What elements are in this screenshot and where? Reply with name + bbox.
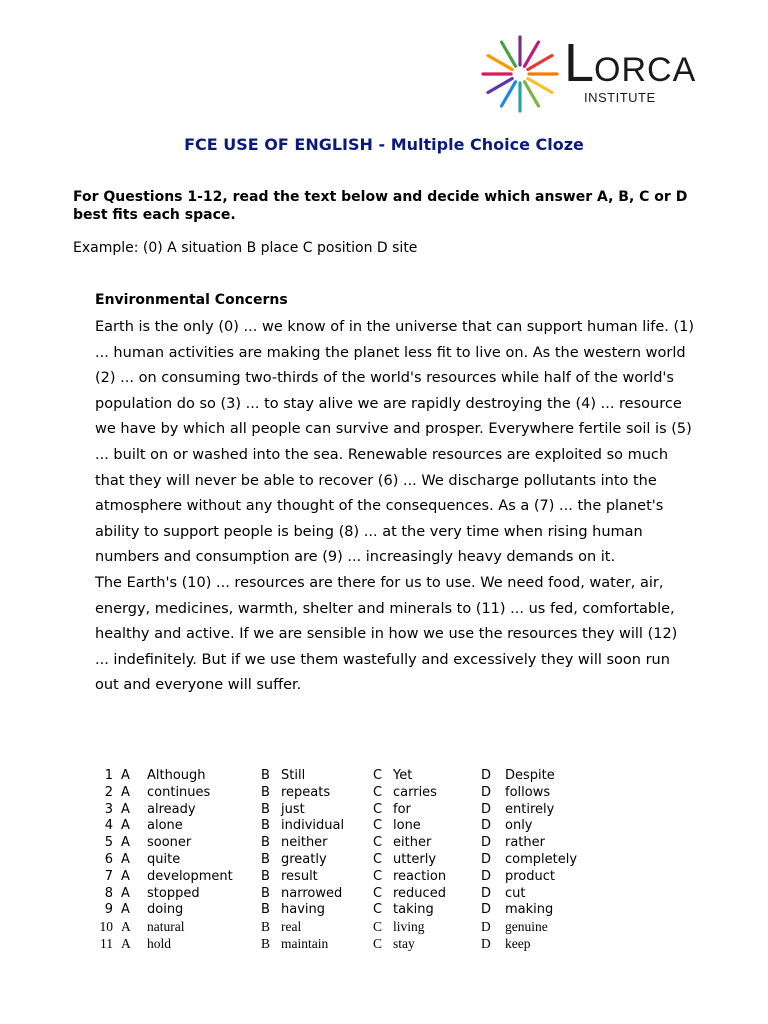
option-letter-b: B [261, 885, 270, 901]
option-a: sooner [147, 835, 192, 851]
option-b: neither [281, 835, 328, 851]
lorca-logo [480, 34, 710, 114]
option-row-10 [95, 919, 615, 936]
passage-paragraph-1: Earth is the only (0) ... we know of in the universe that can support human life. (1) ... human activities are making the planet less fit to live on. As the western world (2) ... on consuming two-thirds of the world's resources while half of the world's population do so (3) ... to stay alive we are rapidly destroying the (4) ... resource we have by which all people can survive and prosper. Everywhere fertile soil is (5) ... built on or washed into the sea. Renewable resources are exploited so much that they will never be able to recover (6) ... We discharge pollutants into the atmosphere without any thought of the consequences. As a (7) ... the planet's ability to support people is being (8) ... at the very time when rising human numbers and consumption are (9) ... increasingly heavy demands on it. [95, 319, 695, 566]
logo-wordmark [564, 33, 697, 93]
option-letter-d: D [481, 935, 491, 951]
option-letter-d: D [481, 818, 492, 834]
option-row-2 [95, 785, 615, 802]
question-number: 10 [99, 919, 113, 935]
instructions: For Questions 1-12, read the text below and decide which answer A, B, C or D best fits each space. [73, 189, 688, 223]
option-letter-d: D [481, 784, 492, 800]
option-letter-b: B [261, 835, 270, 851]
option-c: lone [393, 818, 421, 834]
option-row-6 [95, 852, 615, 869]
logo-initial: L [564, 33, 595, 93]
option-d: only [505, 818, 533, 834]
option-d: entirely [505, 801, 555, 817]
option-a: natural [147, 919, 185, 935]
option-letter-c: C [373, 868, 383, 884]
option-b: having [281, 902, 326, 918]
option-letter-a: A [121, 851, 130, 867]
option-letter-b: B [261, 935, 271, 951]
logo-ray [528, 56, 552, 70]
option-d: cut [505, 885, 526, 901]
option-letter-b: B [261, 768, 270, 783]
option-a: Although [147, 768, 206, 783]
question-number: 8 [104, 885, 113, 901]
option-letter-a: A [121, 935, 131, 951]
option-letter-d: D [481, 919, 491, 935]
option-row-4 [95, 818, 615, 835]
question-number: 7 [104, 868, 113, 884]
option-letter-c: C [373, 919, 383, 935]
option-row-8 [95, 886, 615, 903]
option-letter-d: D [481, 835, 492, 851]
option-a: development [147, 868, 233, 884]
option-letter-b: B [261, 818, 270, 834]
option-b: greatly [281, 851, 327, 867]
option-row-3 [95, 802, 615, 819]
option-c: taking [393, 902, 434, 918]
option-b: Still [281, 768, 306, 783]
option-letter-a: A [121, 902, 130, 918]
option-d: keep [505, 935, 531, 951]
option-letter-c: C [373, 784, 383, 800]
option-c: for [393, 801, 411, 817]
option-letter-a: A [121, 784, 130, 800]
question-number: 3 [104, 801, 113, 817]
question-number: 11 [100, 935, 113, 951]
option-letter-c: C [373, 851, 383, 867]
option-letter-a: A [121, 919, 131, 935]
option-a: continues [147, 784, 211, 800]
logo-ray [488, 56, 512, 70]
option-letter-b: B [261, 902, 270, 918]
starburst-logo-icon [480, 34, 560, 114]
logo-ray [528, 79, 552, 93]
option-row-9 [95, 902, 615, 919]
option-b: real [281, 919, 302, 935]
option-letter-a: A [121, 835, 130, 851]
option-d: product [505, 868, 556, 884]
option-letter-b: B [261, 784, 270, 800]
option-letter-d: D [481, 902, 492, 918]
option-c: utterly [393, 851, 437, 867]
logo-ray [525, 82, 539, 106]
passage-paragraph-2: The Earth's (10) ... resources are there for us to use. We need food, water, air, energy, medicines, warmth, shelter and minerals to (11) ... us fed, comfortable, healthy and active. If we are sensible in how we use the resources they will (12) ... indefinitely. But if we use them wastefully and excessively they will soon run out and everyone will suffer. [95, 574, 678, 694]
option-b: narrowed [281, 885, 343, 901]
example-line: Example: (0) A situation B place C position D site [73, 240, 418, 256]
option-b: individual [281, 818, 345, 834]
answer-options-table [95, 768, 615, 953]
option-letter-b: B [261, 801, 270, 817]
option-letter-a: A [121, 801, 130, 817]
option-d: Despite [505, 768, 555, 783]
option-a: already [147, 801, 196, 817]
logo-subtitle: INSTITUTE [584, 90, 656, 105]
option-c: Yet [393, 768, 413, 783]
option-c: stay [393, 935, 415, 951]
option-a: hold [147, 935, 172, 951]
option-d: follows [505, 784, 551, 800]
logo-ray [502, 82, 516, 106]
option-letter-d: D [481, 801, 492, 817]
passage-heading: Environmental Concerns [95, 292, 288, 308]
question-number: 1 [104, 768, 113, 783]
passage [95, 290, 695, 699]
option-letter-c: C [373, 885, 383, 901]
question-number: 4 [104, 818, 113, 834]
option-a: alone [147, 818, 183, 834]
option-d: genuine [505, 919, 548, 935]
option-c: either [393, 835, 432, 851]
option-a: stopped [147, 885, 200, 901]
option-c: reaction [393, 868, 447, 884]
option-d: completely [505, 851, 578, 867]
option-letter-c: C [373, 801, 383, 817]
option-letter-b: B [261, 868, 270, 884]
option-a: doing [147, 902, 184, 918]
option-letter-b: B [261, 919, 271, 935]
option-d: making [505, 902, 554, 918]
option-letter-d: D [481, 768, 492, 783]
option-letter-c: C [373, 818, 383, 834]
option-letter-a: A [121, 868, 130, 884]
question-number: 2 [104, 784, 113, 800]
option-b: just [281, 801, 305, 817]
option-b: repeats [281, 784, 331, 800]
option-d: rather [505, 835, 545, 851]
option-c: living [393, 919, 425, 935]
option-letter-d: D [481, 885, 492, 901]
option-letter-a: A [121, 768, 130, 783]
option-letter-c: C [373, 768, 383, 783]
option-letter-c: C [373, 835, 383, 851]
option-c: carries [393, 784, 437, 800]
logo-ray [488, 79, 512, 93]
logo-ray [525, 42, 539, 66]
option-letter-a: A [121, 885, 130, 901]
option-c: reduced [393, 885, 446, 901]
option-letter-a: A [121, 818, 130, 834]
logo-word-rest: ORCA [594, 51, 697, 89]
option-row-7 [95, 869, 615, 886]
page-title: FCE USE OF ENGLISH - Multiple Choice Cloze [184, 135, 584, 154]
question-number: 6 [104, 851, 113, 867]
logo-ray [502, 42, 516, 66]
option-row-5 [95, 835, 615, 852]
option-row-11 [95, 936, 615, 953]
option-letter-c: C [373, 902, 383, 918]
option-row-1 [95, 768, 615, 785]
option-letter-d: D [481, 851, 492, 867]
option-b: maintain [281, 935, 329, 951]
question-number: 9 [104, 902, 113, 918]
option-letter-d: D [481, 868, 492, 884]
option-letter-b: B [261, 851, 270, 867]
option-a: quite [147, 851, 181, 867]
option-letter-c: C [373, 935, 383, 951]
option-b: result [281, 868, 318, 884]
question-number: 5 [104, 835, 113, 851]
